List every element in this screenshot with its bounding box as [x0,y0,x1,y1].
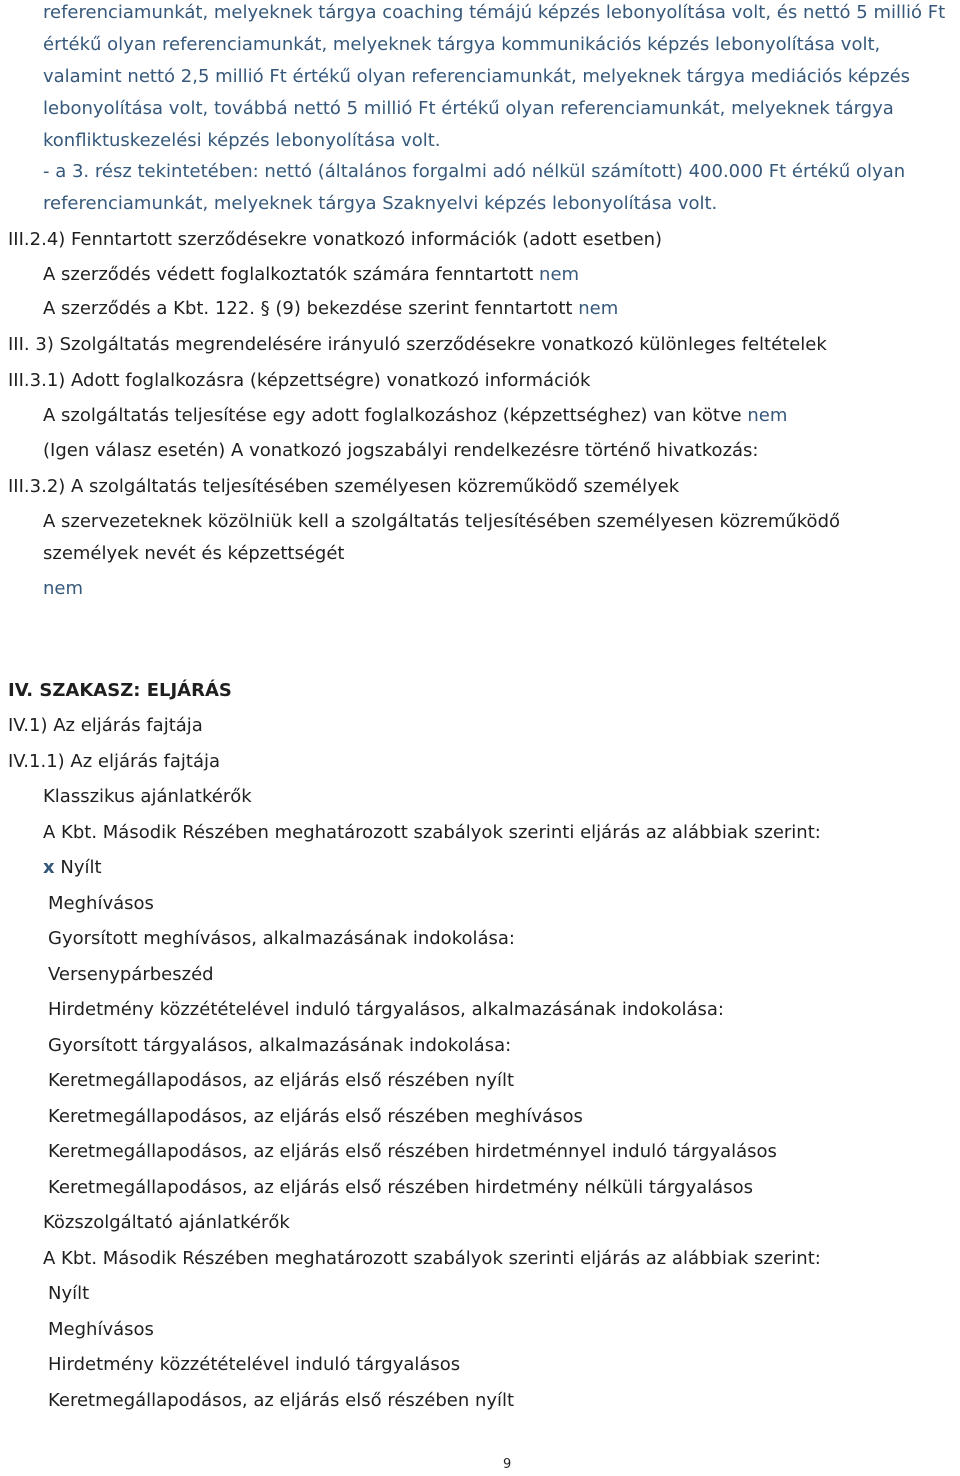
utility-contracting-title: Közszolgáltató ajánlatkérők [43,1212,290,1233]
classic-option-open [43,857,102,879]
utility-option-restricted: Meghívásos [48,1319,154,1340]
profession-bound-label: A szolgáltatás teljesítése egy adott foglalkozáshoz (képzettséghez) van kötve [43,405,742,426]
reserved-protected-value: nem [539,264,580,285]
classic-option-framework-negotiated-no-notice: Keretmegállapodásos, az eljárás első részében hirdetmény nélküli tárgyalásos [48,1177,753,1198]
classic-procedure-intro: A Kbt. Második Részében meghatározott szabályok szerinti eljárás az alábbiak szerint: [43,822,821,843]
section-4-1-1-heading: IV.1.1) Az eljárás fajtája [8,751,221,772]
selected-mark: x [43,857,55,878]
reserved-kbt-label: A szerződés a Kbt. 122. § (9) bekezdése szerint fenntartott [43,298,573,319]
intro-line-1: referenciamunkát, melyeknek tárgya coaching témájú képzés lebonyolítása volt, és nettó 5 millió Ft [43,2,946,23]
section-3-3-heading: III. 3) Szolgáltatás megrendelésére irányuló szerződésekre vonatkozó különleges feltételek [8,334,827,355]
section-3-2-4-heading: III.2.4) Fenntartott szerződésekre vonatkozó információk (adott esetben) [8,229,663,250]
staff-names-label-line-1: A szervezeteknek közölniük kell a szolgáltatás teljesítésében személyesen közreműködő [43,511,841,532]
classic-option-framework-negotiated-notice: Keretmegállapodásos, az eljárás első részében hirdetménnyel induló tárgyalásos [48,1141,777,1162]
reserved-protected-label: A szerződés védett foglalkoztatók számára fenntartott [43,264,534,285]
section-3-3-1-heading: III.3.1) Adott foglalkozásra (képzettségre) vonatkozó információk [8,370,591,391]
section-3-3-2-heading: III.3.2) A szolgáltatás teljesítésében személyesen közreműködő személyek [8,476,680,497]
classic-option-negotiated-with-notice: Hirdetmény közzétételével induló tárgyalásos, alkalmazásának indokolása: [48,999,724,1020]
utility-option-negotiated-notice: Hirdetmény közzétételével induló tárgyalásos [48,1354,461,1375]
reserved-kbt-value: nem [578,298,619,319]
classic-option-open-label: Nyílt [60,857,102,878]
intro-line-6: - a 3. rész tekintetében: nettó (általános forgalmi adó nélkül számított) 400.000 Ft értékű olyan [43,161,906,182]
intro-line-5: konfliktuskezelési képzés lebonyolítása volt. [43,130,441,151]
utility-procedure-intro: A Kbt. Második Részében meghatározott szabályok szerinti eljárás az alábbiak szerint: [43,1248,821,1269]
intro-line-3: valamint nettó 2,5 millió Ft értékű olyan referenciamunkát, melyeknek tárgya mediációs képzés [43,66,911,87]
classic-option-framework-restricted: Keretmegállapodásos, az eljárás első részében meghívásos [48,1106,583,1127]
intro-line-4: lebonyolítása volt, továbbá nettó 5 millió Ft értékű olyan referenciamunkát, melyeknek tárgya [43,98,894,119]
classic-option-accelerated-restricted: Gyorsított meghívásos, alkalmazásának indokolása: [48,928,515,949]
intro-line-7: referenciamunkát, melyeknek tárgya Szaknyelvi képzés lebonyolítása volt. [43,193,718,214]
staff-names-label-line-2: személyek nevét és képzettségét [43,543,345,564]
intro-line-2: értékű olyan referenciamunkát, melyeknek tárgya kommunikációs képzés lebonyolítása volt, [43,34,881,55]
classic-option-competitive-dialogue: Versenypárbeszéd [48,964,214,985]
classic-option-framework-open: Keretmegállapodásos, az eljárás első részében nyílt [48,1070,515,1091]
profession-bound-value: nem [747,405,788,426]
section-4-1-heading: IV.1) Az eljárás fajtája [8,715,203,736]
staff-names-value: nem [43,578,84,599]
classic-contracting-title: Klasszikus ajánlatkérők [43,786,252,807]
classic-option-accelerated-negotiated: Gyorsított tárgyalásos, alkalmazásának indokolása: [48,1035,512,1056]
classic-option-restricted: Meghívásos [48,893,154,914]
reserved-protected-row [43,264,579,286]
profession-bound-row [43,405,787,427]
page-number: 9 [503,1457,512,1472]
legal-reference-label: (Igen válasz esetén) A vonatkozó jogszabályi rendelkezésre történő hivatkozás: [43,440,759,461]
utility-option-open: Nyílt [48,1283,90,1304]
reserved-kbt-row [43,298,618,320]
utility-option-framework-open: Keretmegállapodásos, az eljárás első részében nyílt [48,1390,515,1411]
section-4-heading: IV. SZAKASZ: ELJÁRÁS [8,680,232,701]
